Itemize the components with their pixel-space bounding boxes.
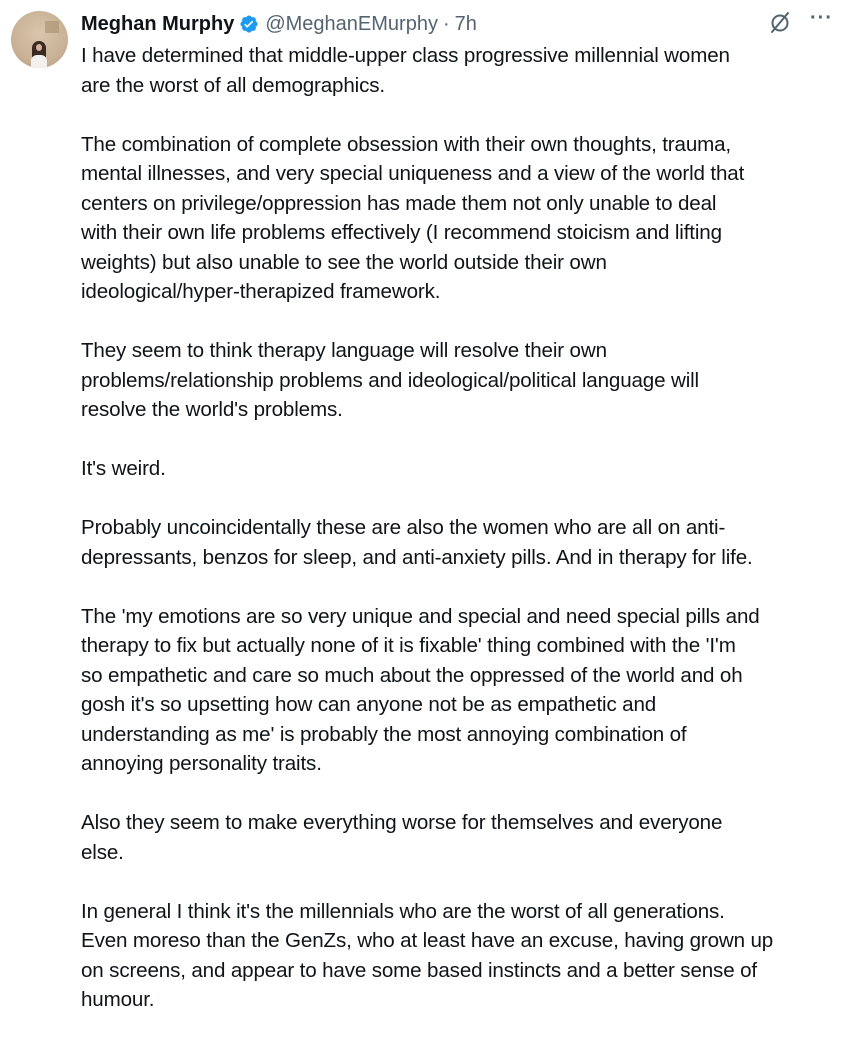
grok-slashed-circle-icon[interactable]	[768, 10, 792, 34]
paragraph	[81, 897, 841, 1015]
verified-badge-icon[interactable]	[239, 14, 259, 34]
avatar[interactable]	[11, 11, 68, 68]
text-line: centers on privilege/oppression has made them not only unable to deal	[81, 191, 717, 215]
text-line: depressants, benzos for sleep, and anti-anxiety pills. And in therapy for life.	[81, 545, 753, 569]
avatar-shirt	[31, 55, 47, 68]
text-line: with their own life problems effectively (I recommend stoicism and lifting	[81, 221, 722, 244]
paragraph	[81, 602, 841, 779]
separator-dot: ·	[442, 12, 450, 35]
text-line: In general I think it's the millennials who are the worst of all generations.	[81, 899, 725, 923]
text-line: Probably uncoincidentally these are also the women who are all on anti-	[81, 516, 726, 539]
text-line: problems/relationship problems and ideological/political language will	[81, 368, 699, 392]
paragraph	[81, 808, 841, 867]
timestamp[interactable]: 7h	[454, 12, 477, 35]
text-line: so empathetic and care so much about the oppressed of the world and oh	[81, 663, 743, 687]
paragraph	[81, 513, 841, 572]
text-line: Also they seem to make everything worse for themselves and everyone	[81, 811, 723, 834]
text-line: on screens, and appear to have some based instincts and a better sense of	[81, 958, 757, 982]
text-line: resolve the world's problems.	[81, 398, 343, 421]
paragraph	[81, 130, 841, 307]
text-line: The combination of complete obsession with their own thoughts, trauma,	[81, 132, 731, 156]
text-line: annoying personality traits.	[81, 752, 322, 775]
tweet-header-actions	[768, 7, 833, 34]
text-line: It's weird.	[81, 457, 166, 480]
text-line: The 'my emotions are so very unique and special and need special pills and	[81, 604, 760, 628]
author-name[interactable]: Meghan Murphy	[81, 12, 235, 35]
paragraph	[81, 41, 841, 100]
paragraph	[81, 336, 841, 425]
paragraph	[81, 454, 841, 484]
text-line: They seem to think therapy language will resolve their own	[81, 339, 607, 362]
more-options-icon[interactable]: ···	[810, 7, 833, 29]
avatar-face	[36, 44, 42, 51]
tweet-header	[81, 8, 477, 40]
text-line: gosh it's so upsetting how can anyone not be as empathetic and	[81, 693, 657, 716]
text-line: are the worst of all demographics.	[81, 73, 385, 97]
author-handle[interactable]: @MeghanEMurphy	[265, 12, 438, 35]
text-line: ideological/hyper-therapized framework.	[81, 280, 441, 303]
text-line: mental illnesses, and very special uniqueness and a view of the world that	[81, 162, 745, 185]
text-line: therapy to fix but actually none of it is fixable' thing combined with the 'I'm	[81, 634, 736, 657]
text-line: I have determined that middle-upper class progressive millennial women	[81, 44, 730, 67]
tweet-text	[81, 41, 841, 1044]
text-line: Even moreso than the GenZs, who at least have an excuse, having grown up	[81, 929, 774, 952]
text-line: else.	[81, 840, 124, 864]
text-line: weights) but also unable to see the world outside their own	[81, 250, 607, 274]
text-line: humour.	[81, 988, 155, 1011]
text-line: understanding as me' is probably the most annoying combination of	[81, 722, 687, 746]
avatar-background-detail	[45, 21, 59, 33]
